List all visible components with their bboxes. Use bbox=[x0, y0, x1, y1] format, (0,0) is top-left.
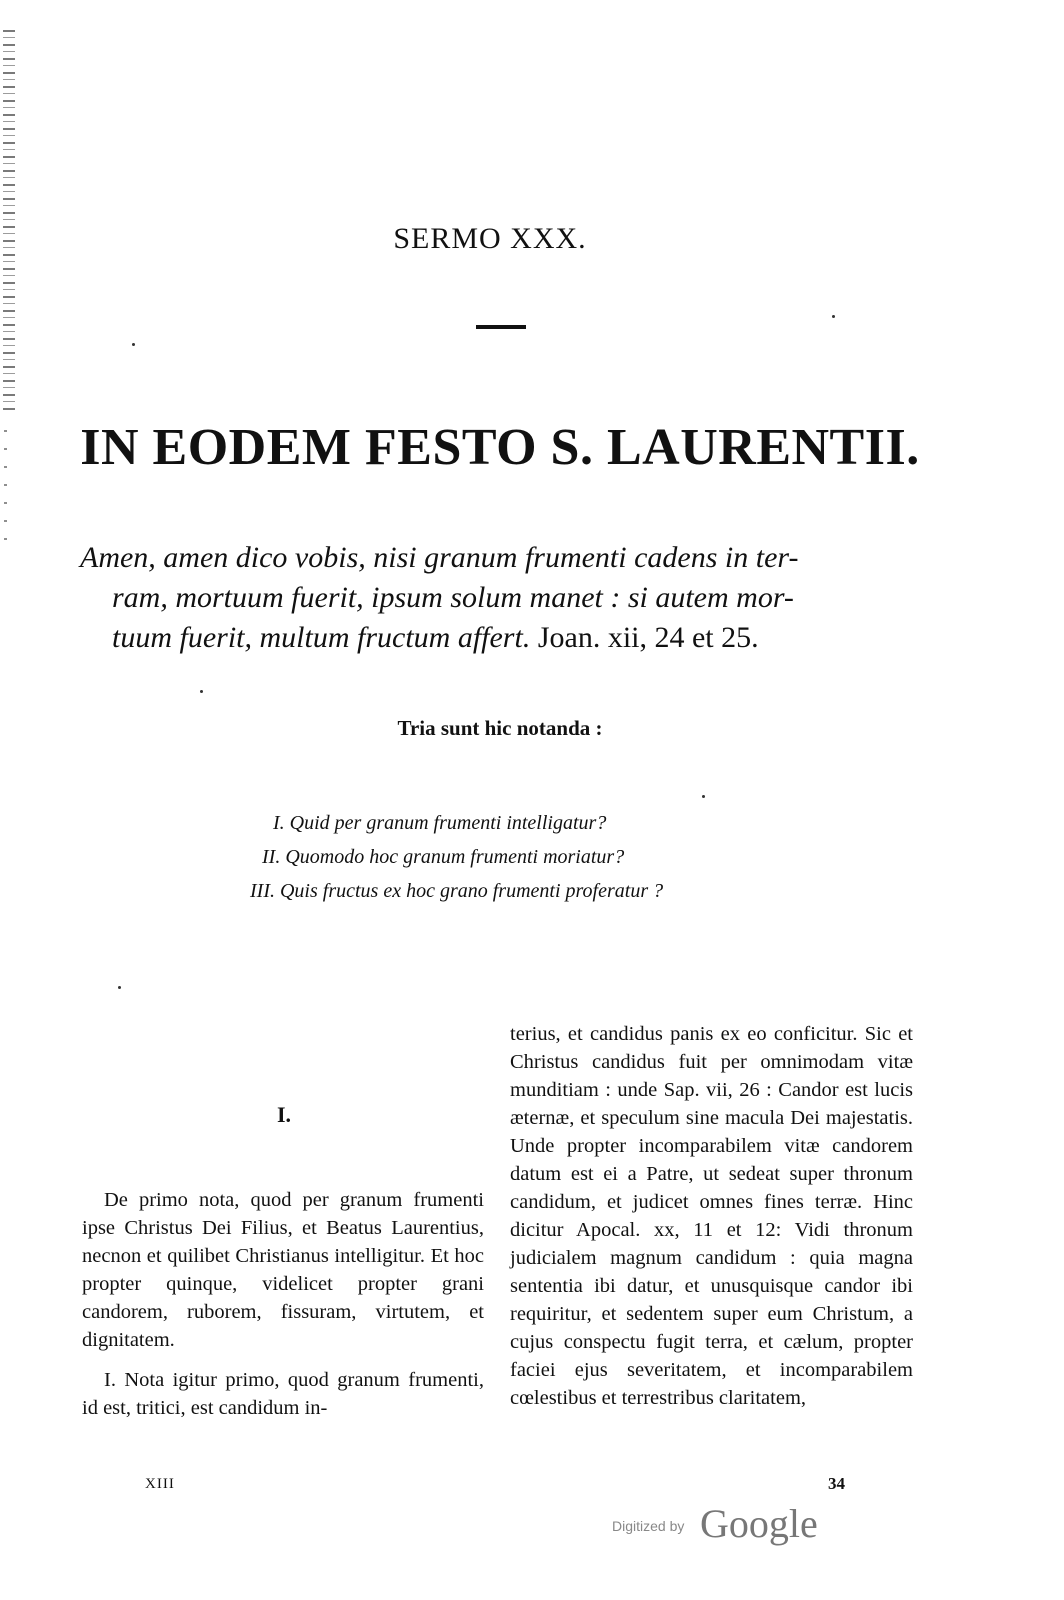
intro-line: Tria sunt hic notanda : bbox=[397, 716, 603, 740]
epigraph-line-3 bbox=[80, 618, 930, 658]
signature-mark: XIII bbox=[145, 1476, 175, 1492]
digitized-label: Digitized by bbox=[612, 1518, 685, 1534]
right-paragraph: terius, et candidus panis ex eo conficitur. Sic et Christus candidus fuit per omnimodam vitæ munditiam : unde Sap. vii, 26 : Candor est lucis æternæ, et speculum sine macula Dei majestatis. Unde propter incomparabilem vitæ candorem datum est ei a Patre, ut sedeat super thronum candidum, et judicet omnes fines terræ. Hinc dicitur Apocal. xx, 11 et 12: Vidi thronum judicialem magnum candidum : quia magna sententia ibi datur, et unusquisque candor ibi requiritur, et sedentem super eum Christum, a cujus conspectu fugit terra, et cælum, propter faciei ejus severitatem, et incomparabilem cœlestibus et terrestribus claritatem, bbox=[510, 1023, 913, 1409]
scan-edge-noise bbox=[3, 30, 15, 410]
google-logo: Google bbox=[700, 1501, 818, 1546]
digitized-by-google-watermark bbox=[612, 1500, 832, 1550]
scan-speck bbox=[118, 986, 121, 989]
scan-speck bbox=[132, 343, 135, 346]
question-2: II. Quomodo hoc granum frumenti moriatur? bbox=[262, 846, 625, 868]
questions-list bbox=[250, 806, 850, 908]
scan-speck bbox=[200, 690, 203, 693]
left-paragraph-2: I. Nota igitur primo, quod granum frumenti, id est, tritici, est candidum in- bbox=[82, 1369, 484, 1419]
sermon-title: IN EODEM FESTO S. LAURENTII. bbox=[80, 419, 920, 476]
scan-speck bbox=[832, 315, 835, 318]
epigraph-line-1: Amen, amen dico vobis, nisi granum frumenti cadens in ter- bbox=[80, 541, 799, 574]
epigraph-line-3-text: tuum fuerit, multum fructum affert. bbox=[112, 621, 531, 654]
scan-speck bbox=[702, 795, 705, 798]
left-paragraph-1: De primo nota, quod per granum frumenti ipse Christus Dei Filius, et Beatus Laurentius, necnon et quilibet Christianus intelligitur. Et hoc propter quinque, videlicet propter grani candorem, ruborem, fissuram, virtutem, et dignitatem. bbox=[82, 1189, 484, 1351]
epigraph-reference: Joan. xii, 24 et 25. bbox=[530, 621, 759, 654]
sermon-number: SERMO XXX. bbox=[393, 222, 587, 255]
epigraph bbox=[80, 538, 930, 658]
epigraph-line-2: ram, mortuum fuerit, ipsum solum manet : si autem mor- bbox=[112, 581, 794, 614]
left-column bbox=[82, 1186, 484, 1422]
right-column bbox=[510, 1020, 913, 1412]
question-3: III. Quis fructus ex hoc grano frumenti proferatur ? bbox=[250, 880, 664, 902]
title-rule bbox=[476, 325, 526, 329]
question-1: I. Quid per granum frumenti intelligatur? bbox=[273, 812, 607, 834]
section-number: I. bbox=[276, 1102, 292, 1127]
page-number: 34 bbox=[828, 1474, 845, 1493]
